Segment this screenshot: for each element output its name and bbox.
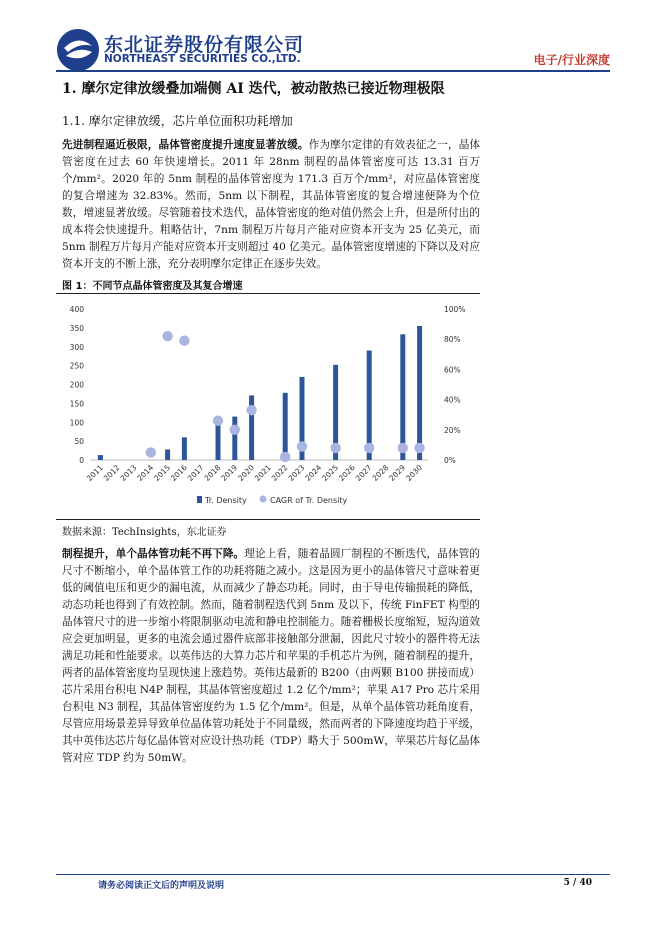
figure-bottom-rule [56,519,480,520]
right-tick-label: 100% [444,305,466,314]
left-tick-label: 200 [69,380,84,390]
x-tick-label: 2030 [404,463,425,483]
right-tick-label: 60% [444,365,461,375]
x-tick-label: 2013 [118,463,139,483]
legend-swatch-density [197,496,202,503]
left-tick-label: 250 [69,361,84,371]
chart-legend [197,496,348,506]
cagr-point [414,443,424,453]
cagr-point [330,443,340,453]
x-tick-label: 2022 [269,463,290,483]
x-tick-label: 2021 [252,463,273,483]
footer-divider [56,874,610,875]
x-tick-label: 2011 [84,463,105,483]
x-tick-label: 2024 [303,463,324,483]
cagr-point [280,452,290,462]
figure-source: 数据来源：TechInsights，东北证券 [62,527,227,538]
density-bar [417,326,422,460]
paragraph-1-body: 作为摩尔定律的有效表征之一，晶体管密度在过去 60 年快速增长。2011 年 28nm 制程的晶体管密度可达 13.31 百万个/mm²。2020 年的 5nm 制程的晶体管密度为 171.3 百万个/mm²，对应晶体管密度的复合增速为 32.83%。然而，5nm 以下制程，其晶体管密度的复合增速便降为个位数，增速显著放缓。尽管随着技术迭代，晶体管密度的绝对值仍然会上升，但是所付出的成本将会快速提升。粗略估计，7nm 制程万片每月产能对应资本开支为 25 亿美元，而 5nm 制程万片每月产能对应资本开支则超过 40 亿美元。晶体管密度增速的下降以及对应资本开支的不断上涨，充分表明摩尔定律正在逐步失效。 [62,139,481,270]
x-tick-label: 2017 [185,463,206,483]
legend-swatch-cagr [260,496,267,503]
page-number: 5 / 40 [563,878,592,888]
right-axis-ticks [444,305,465,465]
left-tick-label: 400 [69,305,84,314]
paragraph-2 [62,546,480,767]
paragraph-2-lead: 制程提升，单个晶体管功耗不再下降。 [62,548,245,560]
left-tick-label: 0 [79,456,84,465]
right-tick-label: 20% [444,425,461,435]
x-tick-label: 2028 [370,463,391,483]
figure-top-rule [56,293,480,294]
x-tick-label: 2029 [387,463,408,483]
section-heading: 1. 摩尔定律放缓叠加端侧 AI 迭代，被动散热已接近物理极限 [62,81,445,97]
cagr-point [146,447,156,457]
paragraph-1 [62,137,480,273]
x-tick-label: 2016 [168,463,189,483]
x-axis-ticks [85,463,424,483]
x-tick-label: 2026 [336,463,357,483]
cagr-point [398,443,408,453]
density-bar [400,334,405,460]
cagr-point [246,405,256,415]
cagr-point [213,416,223,426]
company-name-en: NORTHEAST SECURITIES CO.,LTD. [104,53,301,65]
cagr-point [230,425,240,435]
cagr-point [162,331,172,341]
x-tick-label: 2014 [135,463,156,483]
right-tick-label: 0% [444,456,456,465]
left-axis-ticks [70,305,85,465]
x-tick-label: 2015 [152,463,173,483]
company-name-cn: 东北证券股份有限公司 [104,34,305,56]
density-chart [56,296,480,518]
x-tick-label: 2012 [101,463,122,483]
x-tick-label: 2027 [353,463,374,483]
bar-series [98,326,422,460]
left-tick-label: 50 [74,437,84,447]
paragraph-1-lead: 先进制程逼近极限，晶体管密度提升速度显著放缓。 [62,139,309,151]
density-bar [165,449,170,460]
left-tick-label: 350 [69,323,84,333]
report-type-label: 电子/行业深度 [533,53,610,67]
x-tick-label: 2025 [320,463,341,483]
left-tick-label: 300 [69,342,84,352]
x-tick-label: 2020 [236,463,257,483]
figure-title: 图 1：不同节点晶体管密度及其复合增速 [62,281,243,292]
density-bar [283,393,288,460]
density-bar [232,417,237,460]
cagr-point [179,336,189,346]
cagr-point [297,441,307,451]
header-divider [56,70,610,72]
company-logo [56,28,100,72]
density-bar [182,437,187,460]
left-tick-label: 100 [69,418,84,428]
density-bar [98,455,103,460]
right-tick-label: 40% [444,395,461,405]
legend-label-density: Tr. Density [205,496,247,505]
x-tick-label: 2023 [286,463,307,483]
x-tick-label: 2019 [219,463,240,483]
legend-label-cagr: CAGR of Tr. Density [270,496,348,505]
subsection-heading: 1.1. 摩尔定律放缓，芯片单位面积功耗增加 [62,114,293,128]
left-tick-label: 150 [69,399,84,409]
paragraph-2-body: 理论上看，随着晶圆厂制程的不断迭代，晶体管的尺寸不断缩小，单个晶体管工作的功耗将随之减小。这是因为更小的晶体管尺寸意味着更低的阈值电压和更少的漏电流，从而减少了静态功耗。同时，由于导电传输损耗的降低，动态功耗也得到了有效控制。然而，随着制程迭代到 5nm 及以下，传统 FinFET 构型的晶体管尺寸的进一步缩小将限制驱动电流和静电控制能力。随着栅极长度缩短，短沟道效应会更加明显，更多的电流会通过器件底部非接触部分泄漏，因此尺寸较小的器件将无法满足功耗和性能要求。以英伟达的大算力芯片和苹果的手机芯片为例，随着制程的提升，两者的晶体管密度均呈现快速上涨趋势。英伟达最新的 B200（由两颗 B100 拼接而成）芯片采用台积电 N4P 制程，其晶体管密度超过 1.2 亿个/mm²；苹果 A17 Pro 芯片采用台积电 N3 制程，其晶体管密度约为 1.5 亿个/mm²。但是，从单个晶体管功耗角度看，尽管应用场景差异导致单位晶体管功耗处于不同量级，然而两者的下降速度均趋于平缓，其中英伟达芯片每亿晶体管对应设计热功耗（TDP）略大于 500mW，苹果芯片每亿晶体管对应 TDP 约为 50mW。 [62,548,481,764]
cagr-point [364,443,374,453]
right-tick-label: 80% [444,335,461,345]
footer-disclaimer[interactable]: 请务必阅读正文后的声明及说明 [98,881,225,891]
x-tick-label: 2018 [202,463,223,483]
